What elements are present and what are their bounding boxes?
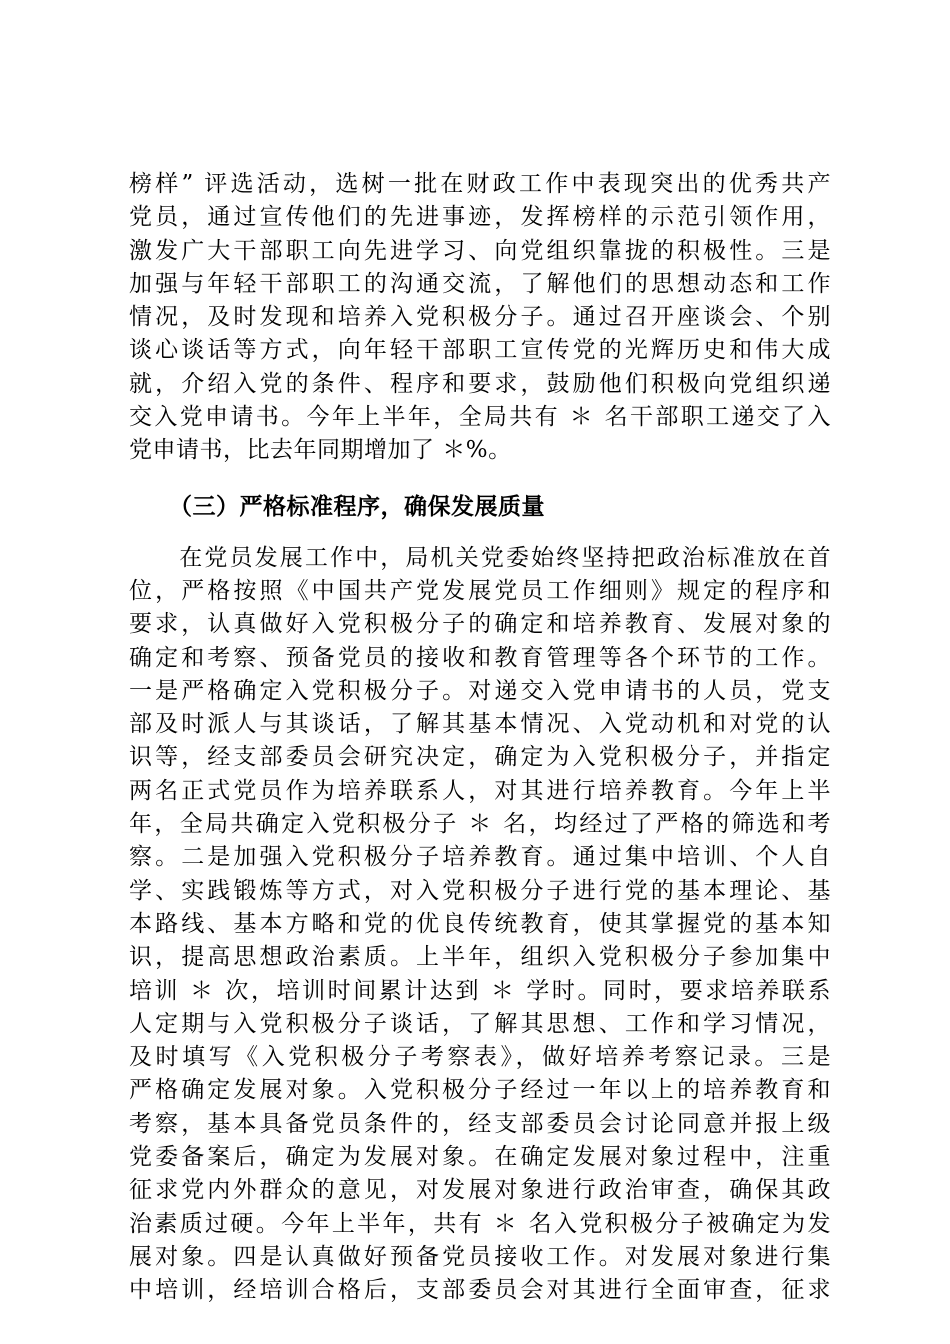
text-line: 识，提高思想政治素质。上半年，组织入党积极分子参加集中	[129, 944, 831, 971]
text-line: 党员，通过宣传他们的先进事迹，发挥榜样的示范引领作用，	[129, 204, 831, 231]
text-line: 学、实践锻炼等方式，对入党积极分子进行党的基本理论、基	[129, 877, 831, 904]
text-line: 考察，基本具备党员条件的，经支部委员会讨论同意并报上级	[129, 1110, 831, 1137]
text-line: 一是严格确定入党积极分子。对递交入党申请书的人员，党支	[129, 677, 831, 704]
text-line: 征求党内外群众的意见，对发展对象进行政治审查，确保其政	[129, 1177, 831, 1204]
text-line: 加强与年轻干部职工的沟通交流，了解他们的思想动态和工作	[129, 270, 831, 297]
text-line: 严格确定发展对象。入党积极分子经过一年以上的培养教育和	[129, 1077, 831, 1104]
text-line: 培训 ＊ 次，培训时间累计达到 ＊ 学时。同时，要求培养联系	[129, 977, 831, 1004]
section-heading: （三）严格标准程序，确保发展质量	[169, 492, 545, 520]
text-line: 识等，经支部委员会研究决定，确定为入党积极分子，并指定	[129, 744, 831, 771]
paragraph-1	[129, 168, 831, 468]
paragraph-2	[129, 542, 831, 1308]
text-line: 人定期与入党积极分子谈话，了解其思想、工作和学习情况，	[129, 1010, 831, 1037]
text-line: 党申请书，比去年同期增加了 ＊%。	[129, 437, 512, 464]
text-line: 党委备案后，确定为发展对象。在确定发展对象过程中，注重	[129, 1144, 831, 1171]
text-line: 榜样” 评选活动，选树一批在财政工作中表现突出的优秀共产	[129, 171, 831, 197]
text-line: 位，严格按照《中国共产党发展党员工作细则》规定的程序和	[129, 577, 831, 604]
text-line: 治素质过硬。今年上半年，共有 ＊ 名入党积极分子被确定为发	[129, 1210, 831, 1237]
text-line: 交入党申请书。今年上半年，全局共有 ＊ 名干部职工递交了入	[129, 404, 831, 431]
text-line: 两名正式党员作为培养联系人，对其进行培养教育。今年上半	[129, 777, 831, 804]
text-line: 就，介绍入党的条件、程序和要求，鼓励他们积极向党组织递	[129, 370, 831, 397]
text-line: 要求，认真做好入党积极分子的确定和培养教育、发展对象的	[129, 611, 831, 638]
text-line: 确定和考察、预备党员的接收和教育管理等各个环节的工作。	[129, 644, 831, 671]
text-line: 部及时派人与其谈话，了解其基本情况、入党动机和对党的认	[129, 711, 831, 738]
text-line: 年，全局共确定入党积极分子 ＊ 名，均经过了严格的筛选和考	[129, 811, 831, 838]
text-line: 中培训，经培训合格后，支部委员会对其进行全面审查，征求	[129, 1277, 831, 1304]
document-page	[129, 168, 831, 1308]
text-line: 谈心谈话等方式，向年轻干部职工宣传党的光辉历史和伟大成	[129, 337, 831, 364]
text-line: 情况，及时发现和培养入党积极分子。通过召开座谈会、个别	[129, 304, 831, 331]
text-line: 及时填写《入党积极分子考察表》，做好培养考察记录。三是	[129, 1044, 831, 1071]
text-line: 展对象。四是认真做好预备党员接收工作。对发展对象进行集	[129, 1243, 831, 1270]
text-line: 察。二是加强入党积极分子培养教育。通过集中培训、个人自	[129, 844, 831, 871]
text-line: 激发广大干部职工向先进学习、向党组织靠拢的积极性。三是	[129, 237, 831, 264]
text-line: 在党员发展工作中，局机关党委始终坚持把政治标准放在首	[129, 544, 831, 571]
text-line: 本路线、基本方略和党的优良传统教育，使其掌握党的基本知	[129, 910, 831, 937]
